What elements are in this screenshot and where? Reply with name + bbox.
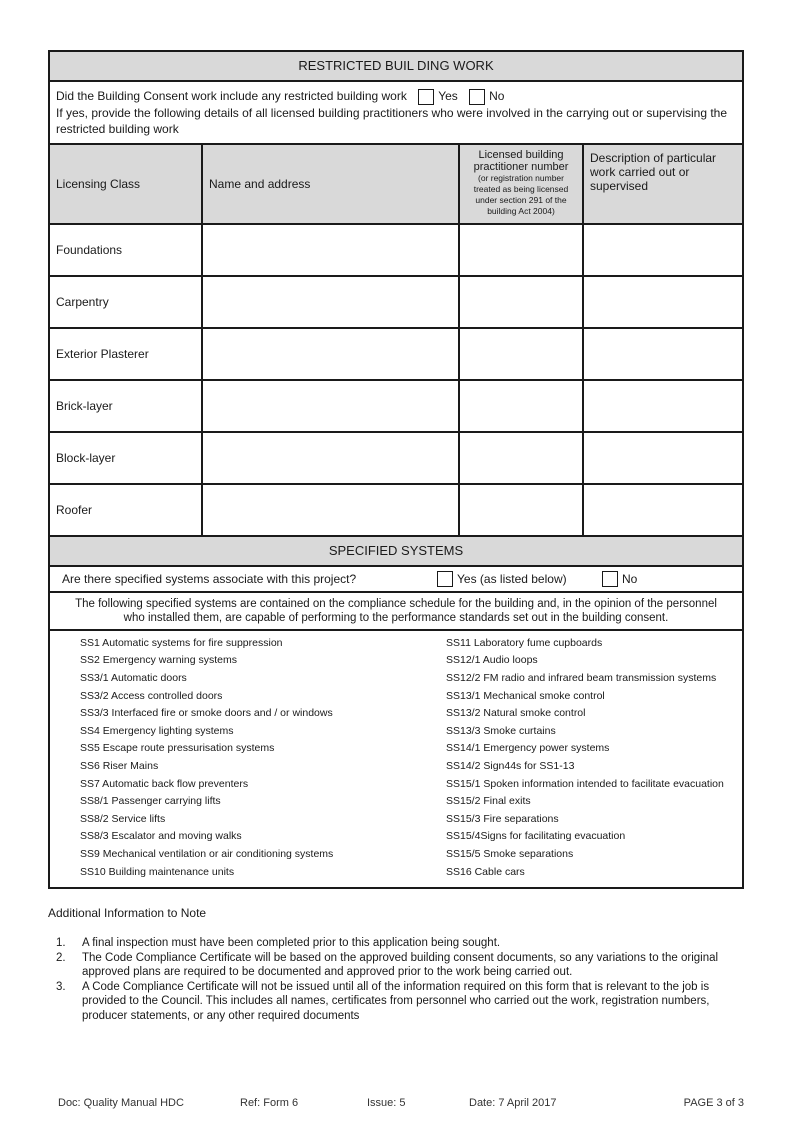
system-item: SS10 Building maintenance units xyxy=(80,865,235,878)
system-item: SS12/2 FM radio and infrared beam transmission systems xyxy=(446,672,717,685)
practitioners-table xyxy=(50,145,742,537)
restricted-work-instruction: If yes, provide the following details of all licensed building practitioners who were involved in the carrying out or supervising the restricted building work xyxy=(56,105,728,136)
restricted-work-question: Did the Building Consent work include any restricted building work xyxy=(56,89,407,103)
notes-list xyxy=(56,936,756,1023)
row-class: Foundations xyxy=(50,224,202,276)
system-item: SS13/3 Smoke curtains xyxy=(446,724,556,737)
specified-systems-statement: The following specified systems are contained on the compliance schedule for the building and, in the opinion of the personnel who installed them, are capable of performing to the performance standards set out in the building consent. xyxy=(50,593,742,631)
lbp-number-cell[interactable] xyxy=(459,276,583,328)
system-item: SS1 Automatic systems for fire suppression xyxy=(80,636,283,649)
system-item: SS3/3 Interfaced fire or smoke doors and / or windows xyxy=(80,707,333,720)
form-frame xyxy=(48,50,744,889)
system-item: SS13/2 Natural smoke control xyxy=(446,707,586,720)
description-cell[interactable] xyxy=(583,432,742,484)
system-item: SS8/3 Escalator and moving walks xyxy=(80,830,242,843)
system-item: SS7 Automatic back flow preventers xyxy=(80,777,249,790)
system-item: SS3/2 Access controlled doors xyxy=(80,689,223,702)
description-cell[interactable] xyxy=(583,484,742,536)
restricted-work-header: RESTRICTED BUIL DING WORK xyxy=(50,52,742,82)
lbp-number-cell[interactable] xyxy=(459,484,583,536)
footer-issue: Issue: 5 xyxy=(367,1097,406,1109)
name-address-cell[interactable] xyxy=(202,276,459,328)
system-item: SS12/1 Audio loops xyxy=(446,654,538,667)
col-lbp-number-title: Licensed building practitioner number xyxy=(473,148,569,173)
footer-page: PAGE 3 of 3 xyxy=(683,1097,744,1109)
specified-no-label: No xyxy=(622,571,638,586)
row-class: Block-layer xyxy=(50,432,202,484)
system-item: SS9 Mechanical ventilation or air conditioning systems xyxy=(80,847,334,860)
systems-right-column xyxy=(446,635,742,881)
description-cell[interactable] xyxy=(583,328,742,380)
table-row xyxy=(50,432,742,484)
system-item: SS11 Laboratory fume cupboards xyxy=(446,636,603,649)
restricted-no-label: No xyxy=(489,89,505,103)
row-class: Exterior Plasterer xyxy=(50,328,202,380)
system-item: SS13/1 Mechanical smoke control xyxy=(446,689,605,702)
col-lbp-number xyxy=(459,145,583,224)
col-licensing-class: Licensing Class xyxy=(50,145,202,224)
system-item: SS15/1 Spoken information intended to facilitate evacuation xyxy=(446,777,724,790)
lbp-number-cell[interactable] xyxy=(459,380,583,432)
name-address-cell[interactable] xyxy=(202,224,459,276)
table-row xyxy=(50,276,742,328)
specified-yes-label: Yes (as listed below) xyxy=(457,571,567,586)
name-address-cell[interactable] xyxy=(202,328,459,380)
system-item: SS8/2 Service lifts xyxy=(80,812,166,825)
description-cell[interactable] xyxy=(583,224,742,276)
row-class: Brick-layer xyxy=(50,380,202,432)
system-item: SS16 Cable cars xyxy=(446,865,525,878)
system-item: SS6 Riser Mains xyxy=(80,759,159,772)
note-item: 3. A Code Compliance Certificate will not be issued until all of the information required on this form that is relevant to the job is provided to the Council. This includes all names, certificates from personnel who carried out the work, registration numbers, producer statements, or any other required documents xyxy=(56,980,710,1022)
restricted-no-checkbox[interactable] xyxy=(469,89,485,105)
system-item: SS15/4Signs for facilitating evacuation xyxy=(446,830,626,843)
col-name-address: Name and address xyxy=(202,145,459,224)
description-cell[interactable] xyxy=(583,380,742,432)
footer-doc: Doc: Quality Manual HDC xyxy=(58,1097,184,1109)
name-address-cell[interactable] xyxy=(202,380,459,432)
name-address-cell[interactable] xyxy=(202,484,459,536)
system-item: SS4 Emergency lighting systems xyxy=(80,724,234,737)
lbp-number-cell[interactable] xyxy=(459,432,583,484)
specified-systems-question-row xyxy=(50,567,742,593)
table-row xyxy=(50,380,742,432)
notes-title: Additional Information to Note xyxy=(48,906,207,920)
system-item: SS15/3 Fire separations xyxy=(446,812,559,825)
row-class: Roofer xyxy=(50,484,202,536)
system-item: SS14/2 Sign44s for SS1-13 xyxy=(446,759,575,772)
system-item: SS5 Escape route pressurisation systems xyxy=(80,742,275,755)
system-item: SS14/1 Emergency power systems xyxy=(446,742,610,755)
note-item: 1. A final inspection must have been completed prior to this application being sought. xyxy=(56,937,501,949)
system-item: SS8/1 Passenger carrying lifts xyxy=(80,795,221,808)
specified-no-checkbox[interactable] xyxy=(602,571,618,587)
col-lbp-number-note: (or registration number treated as being licensed under section 291 of the building Act 2004) xyxy=(473,172,569,216)
restricted-yes-label: Yes xyxy=(438,89,458,103)
page-footer xyxy=(58,1097,744,1109)
description-cell[interactable] xyxy=(583,276,742,328)
lbp-number-cell[interactable] xyxy=(459,328,583,380)
lbp-number-cell[interactable] xyxy=(459,224,583,276)
system-item: SS15/2 Final exits xyxy=(446,795,531,808)
footer-date: Date: 7 April 2017 xyxy=(469,1097,557,1109)
systems-left-column xyxy=(50,635,446,881)
system-item: SS15/5 Smoke separations xyxy=(446,847,574,860)
footer-ref: Ref: Form 6 xyxy=(240,1097,299,1109)
specified-systems-list xyxy=(50,631,742,887)
specified-systems-header: SPECIFIED SYSTEMS xyxy=(50,537,742,567)
table-row xyxy=(50,484,742,536)
restricted-work-intro xyxy=(50,82,742,145)
specified-yes-checkbox[interactable] xyxy=(437,571,453,587)
name-address-cell[interactable] xyxy=(202,432,459,484)
row-class: Carpentry xyxy=(50,276,202,328)
system-item: SS2 Emergency warning systems xyxy=(80,654,237,667)
system-item: SS3/1 Automatic doors xyxy=(80,672,187,685)
specified-systems-question: Are there specified systems associate with this project? xyxy=(62,571,357,586)
restricted-yes-checkbox[interactable] xyxy=(418,89,434,105)
table-row xyxy=(50,328,742,380)
col-description: Description of particular work carried out or supervised xyxy=(583,145,742,224)
table-row xyxy=(50,224,742,276)
note-item: 2. The Code Compliance Certificate will be based on the approved building consent documents, so any variations to the original approved plans are required to be documented and approved prior to the work being carried out. xyxy=(56,951,719,978)
